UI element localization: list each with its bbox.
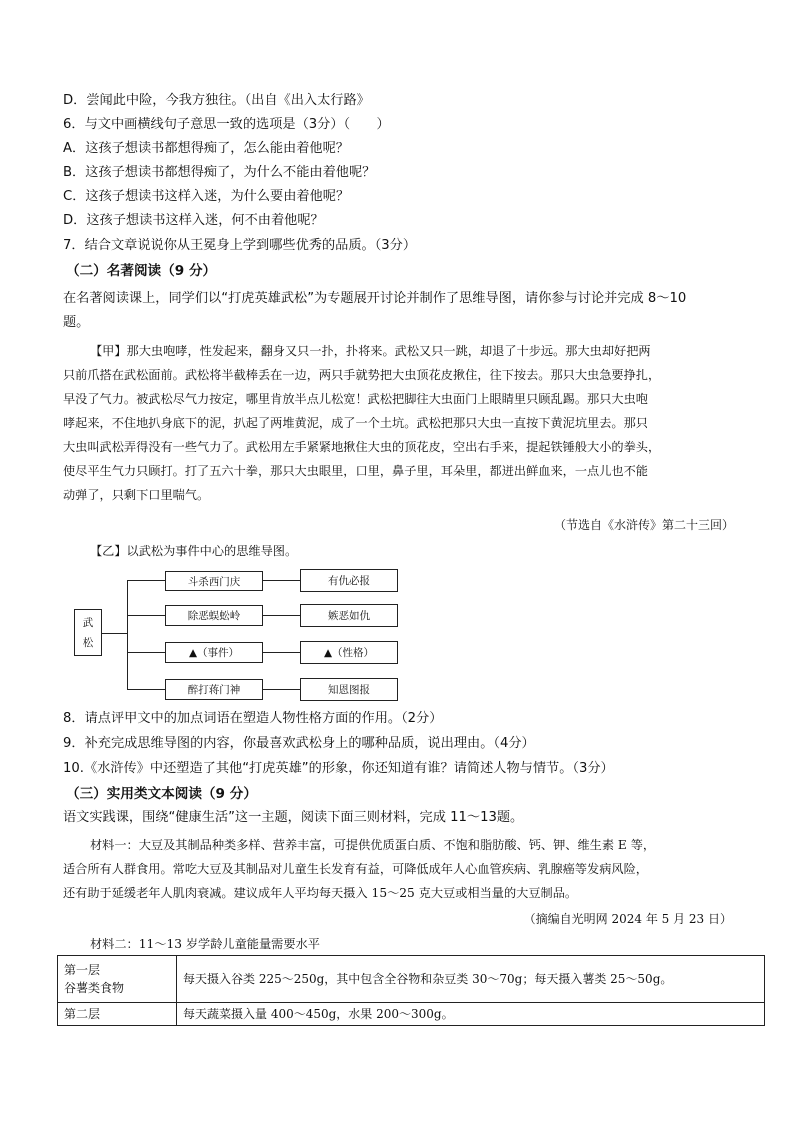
q6-option-d: D．这孩子想读书这样入迷，何不由着他呢？ — [63, 213, 324, 228]
passage-source: （节选自《水浒传》第二十三回） — [553, 518, 734, 532]
level-label: 第二层 — [64, 1007, 101, 1021]
connector-line — [263, 652, 300, 653]
question-7: 7．结合文章说说你从王冕身上学到哪些优秀的品质。（3分） — [63, 238, 417, 253]
connector-line — [263, 580, 300, 581]
connector-line — [102, 633, 128, 634]
connector-line — [127, 580, 165, 581]
event-box: 醉打蒋门神 — [165, 679, 263, 700]
passage-jia-line: 只前爪搭在武松面前。武松将半截棒丢在一边，两只手就势把大虫顶花皮揪住，往下按去。那只大虫急要挣扎， — [63, 368, 661, 382]
passage-yi-caption: 【乙】以武松为事件中心的思维导图。 — [90, 544, 298, 558]
material-1-source: （摘编自光明网 2024 年 5 月 23 日） — [523, 912, 732, 926]
q5-option-d: D．尝闻此中险，今我方独往。（出自《出入太行路》 — [63, 93, 370, 108]
question-10: 10.《水浒传》中还塑造了其他“打虎英雄”的形象，你还知道有谁？请简述人物与情节。（3分） — [63, 761, 614, 776]
nutrition-table — [57, 955, 765, 1026]
passage-jia-line: 早没了气力。被武松尽气力按定，哪里肯放半点儿松宽！武松把脚往大虫面门上眼睛里只顾乱踢。那只大虫咆 — [63, 392, 648, 406]
event-box: 除恶蜈蚣岭 — [165, 605, 263, 626]
section-2-intro-line1: 在名著阅读课上，同学们以“打虎英雄武松”为专题展开讨论并制作了思维导图，请你参与讨论并完成 8～10 — [63, 291, 687, 306]
center-char: 松 — [82, 636, 94, 649]
connector-line — [263, 689, 300, 690]
material-2-title: 材料二：11～13 岁学龄儿童能量需要水平 — [90, 937, 320, 951]
level-label: 第一层 — [64, 963, 101, 977]
table-cell-level — [58, 956, 177, 1003]
trait-box: 知恩图报 — [300, 678, 398, 701]
table-row — [58, 1003, 765, 1026]
trait-box: 嫉恶如仇 — [300, 604, 398, 627]
passage-jia-line: 动弹了，只剩下口里喘气。 — [63, 488, 210, 502]
q6-option-b: B．这孩子想读书都想得痴了，为什么不能由着他呢？ — [63, 165, 376, 180]
q6-option-a: A．这孩子想读书都想得痴了，怎么能由着他呢？ — [63, 141, 349, 156]
event-box: 斗杀西门庆 — [165, 571, 263, 591]
q6-option-c: C．这孩子想读书这样入迷，为什么要由着他呢？ — [63, 189, 350, 204]
question-9: 9．补充完成思维导图的内容，你最喜欢武松身上的哪种品质，说出理由。（4分） — [63, 736, 535, 751]
table-row — [58, 956, 765, 1003]
material-1-line: 还有助于延缓老年人肌肉衰减。建议成年人平均每天摄入 15～25 克大豆或相当量的大豆制品。 — [63, 886, 578, 900]
passage-jia-line: 大虫叫武松弄得没有一些气力了。武松用左手紧紧地揪住大虫的顶花皮，空出右手来，提起铁锤般大小的拳头， — [63, 440, 661, 454]
material-1-line: 材料一：大豆及其制品种类多样、营养丰富，可提供优质蛋白质、不饱和脂肪酸、钙、钾、维生素 E 等， — [90, 838, 656, 852]
table-cell-content: 每天摄入谷类 225～250g，其中包含全谷物和杂豆类 30～70g；每天摄入薯类 25～50g。 — [177, 956, 765, 1003]
connector-line — [127, 689, 165, 690]
connector-line — [127, 615, 165, 616]
question-6: 6．与文中画横线句子意思一致的选项是（3分）（ ） — [63, 117, 390, 132]
passage-jia-line: 【甲】那大虫咆哮，性发起来，翻身又只一扑，扑将来。武松又只一跳，却退了十步远。那大虫却好把两 — [90, 344, 651, 358]
connector-line — [127, 580, 128, 689]
section-2-intro-line2: 题。 — [63, 315, 90, 330]
event-box-blank: ▲（事件） — [165, 642, 263, 663]
level-name: 谷薯类食物 — [64, 981, 125, 995]
trait-box-blank: ▲（性格） — [300, 641, 398, 664]
trait-box: 有仇必报 — [300, 569, 398, 592]
section-3-heading: （三）实用类文本阅读（9 分） — [66, 786, 257, 802]
table-cell-content: 每天蔬菜摄入量 400～450g，水果 200～300g。 — [177, 1003, 765, 1026]
question-8: 8．请点评甲文中的加点词语在塑造人物性格方面的作用。（2分） — [63, 711, 443, 726]
material-1-line: 适合所有人群食用。常吃大豆及其制品对儿童生长发育有益，可降低成年人心血管疾病、乳腺癌等发病风险， — [63, 862, 648, 876]
passage-jia-line: 哮起来，不住地扒身底下的泥，扒起了两堆黄泥，成了一个土坑。武松把那只大虫一直按下黄泥坑里去。那只 — [63, 416, 648, 430]
connector-line — [263, 615, 300, 616]
mind-map-center — [74, 609, 102, 656]
center-char: 武 — [82, 616, 94, 629]
connector-line — [127, 652, 165, 653]
section-2-heading: （二）名著阅读（9 分） — [66, 263, 217, 279]
section-3-intro: 语文实践课，围绕“健康生活”这一主题，阅读下面三则材料，完成 11～13题。 — [63, 810, 524, 825]
table-cell-level — [58, 1003, 177, 1026]
passage-jia-line: 使尽平生气力只顾打。打了五六十拳，那只大虫眼里，口里，鼻子里，耳朵里，都迸出鲜血来，一点儿也不能 — [63, 464, 648, 478]
